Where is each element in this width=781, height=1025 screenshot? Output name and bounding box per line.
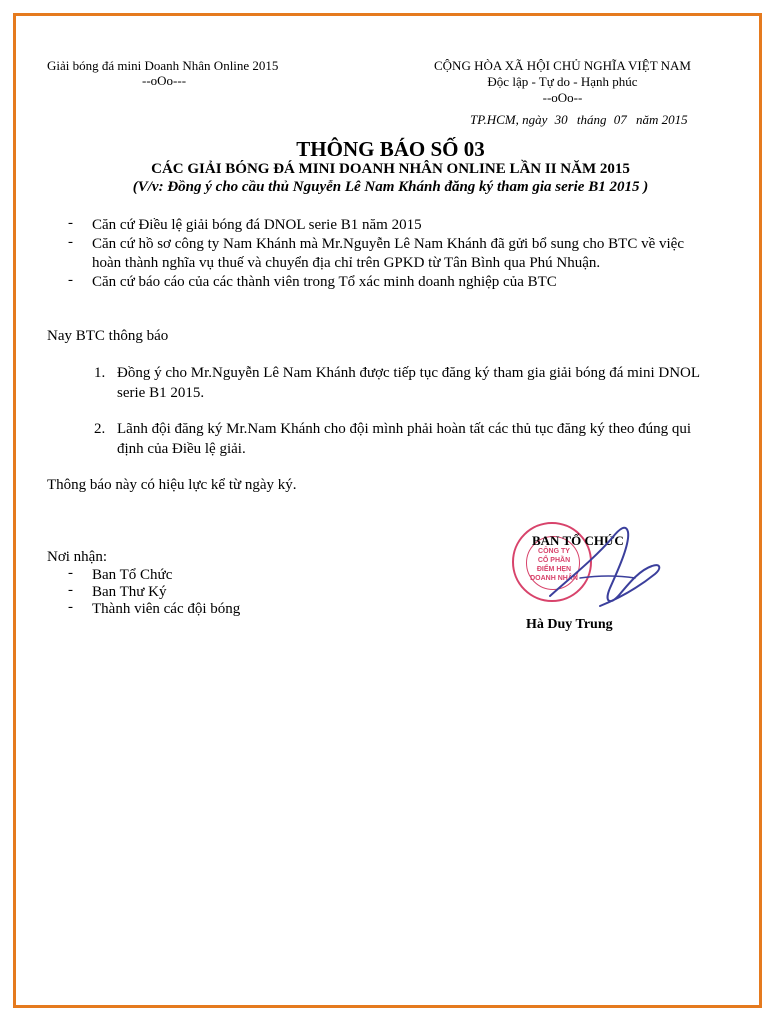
announce-intro: Nay BTC thông báo [47,328,169,344]
bullet-dash: - [68,215,73,231]
date-month-label: tháng [576,112,607,127]
recipient-item: Ban Thư Ký [92,584,167,600]
item-line: định của Điều lệ giải. [117,441,246,457]
item-line: serie B1 2015. [117,385,205,401]
recipients-label: Nơi nhận: [47,549,108,565]
date-year: năm 2015 [636,112,688,127]
document-title: THÔNG BÁO SỐ 03 [296,137,485,161]
date-day: 30 [554,112,568,127]
document-subtitle: CÁC GIẢI BÓNG ĐÁ MINI DOANH NHÂN ONLINE LẦN II NĂM 2015 [151,161,630,177]
company-seal: CÔNG TY CỔ PHẦN ĐIỂM HẸN DOANH NHÂN [512,522,592,602]
document-subject: (V/v: Đồng ý cho cầu thủ Nguyễn Lê Nam Khánh đăng ký tham gia serie B1 2015 ) [132,179,649,195]
effect-statement: Thông báo này có hiệu lực kể từ ngày ký. [47,477,297,493]
org-name: Giải bóng đá mini Doanh Nhân Online 2015 [47,58,279,73]
recipient-item: Ban Tổ Chức [92,567,173,583]
item-line: Lãnh đội đăng ký Mr.Nam Khánh cho đội mình phải hoàn tất các thủ tục đăng ký theo đúng qui [117,421,692,437]
bullet-dash: - [68,234,73,250]
bullet-dash: - [68,599,73,615]
motto-ornament: --oOo-- [542,90,583,105]
date-prefix: TP.HCM, ngày [470,112,548,127]
country-name: CỘNG HÒA XÃ HỘI CHỦ NGHĨA VIỆT NAM [434,58,691,73]
bullet-dash: - [68,565,73,581]
handwritten-signature [540,518,670,623]
item-line: Đồng ý cho Mr.Nguyễn Lê Nam Khánh được tiếp tục đăng ký tham gia giải bóng đá mini DNOL [117,365,701,381]
motto: Độc lập - Tự do - Hạnh phúc [487,74,638,89]
signer-role: BAN TỔ CHỨC [532,533,624,548]
recipient-item: Thành viên các đội bóng [92,601,241,617]
item-number: 1. [94,365,106,381]
basis-line: Căn cứ Điều lệ giải bóng đá DNOL serie B1 năm 2015 [92,217,422,233]
signer-name: Hà Duy Trung [526,617,613,632]
org-ornament: --oOo--- [142,73,187,88]
basis-line: Căn cứ báo cáo của các thành viên trong Tổ xác minh doanh nghiệp của BTC [92,274,557,290]
date-month: 07 [613,112,627,127]
bullet-dash: - [68,272,73,288]
item-number: 2. [94,421,106,437]
date-line [470,112,688,128]
basis-line: Căn cứ hồ sơ công ty Nam Khánh mà Mr.Nguyễn Lê Nam Khánh đã gửi bổ sung cho BTC về việc [92,236,684,252]
bullet-dash: - [68,582,73,598]
basis-line: hoàn thành nghĩa vụ thuế và chuyển địa chỉ trên GPKD từ Tân Bình qua Phú Nhuận. [92,255,601,271]
